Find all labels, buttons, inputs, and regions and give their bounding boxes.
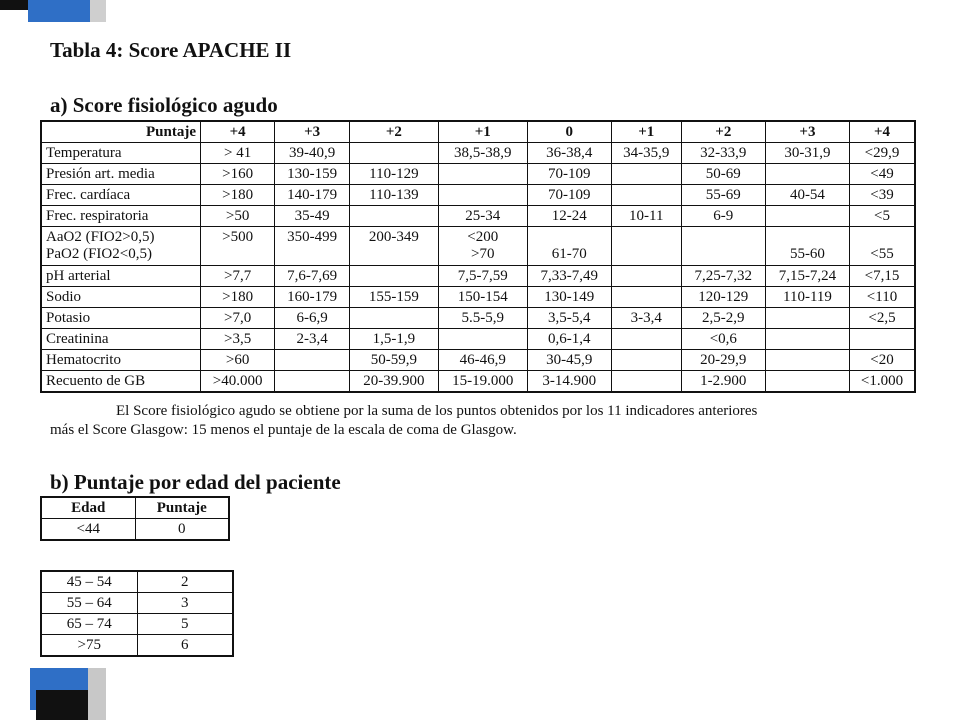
range-cell [611, 329, 681, 350]
indicator-label: Frec. cardíaca [41, 185, 201, 206]
age-row [41, 635, 233, 657]
indicator-label: Recuento de GB [41, 371, 201, 393]
range-cell: 20-29,9 [681, 350, 765, 371]
age-score-cell: 6 [137, 635, 233, 657]
apache-physiology-table [40, 120, 916, 393]
score-note [50, 402, 910, 440]
range-cell [765, 164, 849, 185]
range-cell-line: 61-70 [551, 246, 587, 262]
range-cell: <1.000 [850, 371, 915, 393]
range-cell: <0,6 [681, 329, 765, 350]
indicator-label: Creatinina [41, 329, 201, 350]
range-cell-line: 350-499 [287, 229, 338, 245]
range-cell-line [686, 246, 761, 263]
range-cell: 1,5-1,9 [349, 329, 438, 350]
range-cell: > 41 [201, 143, 275, 164]
header-cell: 0 [527, 121, 611, 143]
range-cell: <5 [850, 206, 915, 227]
range-cell: 32-33,9 [681, 143, 765, 164]
range-cell [681, 227, 765, 266]
range-cell [765, 308, 849, 329]
range-cell [275, 371, 350, 393]
age-score-cell: 2 [137, 571, 233, 593]
range-cell-line [532, 229, 607, 246]
range-cell: <7,15 [850, 266, 915, 287]
range-cell [438, 164, 527, 185]
range-cell [611, 266, 681, 287]
age-row [41, 593, 233, 614]
range-cell [349, 266, 438, 287]
header-cell: +3 [275, 121, 350, 143]
header-cell: Puntaje [41, 121, 201, 143]
range-cell: 110-139 [349, 185, 438, 206]
range-cell: 5.5-5,9 [438, 308, 527, 329]
range-cell-line [616, 229, 677, 246]
age-row [41, 614, 233, 635]
indicator-label [41, 227, 201, 266]
header-cell: +3 [765, 121, 849, 143]
range-cell [765, 227, 849, 266]
note-line-1: El Score fisiológico agudo se obtiene por la suma de los puntos obtenidos por los 11 indicadores anteriores [116, 403, 758, 419]
range-cell [765, 350, 849, 371]
indicator-label: Temperatura [41, 143, 201, 164]
range-cell [611, 350, 681, 371]
age-score-table-top [40, 496, 230, 541]
range-cell [765, 371, 849, 393]
indicator-label: pH arterial [41, 266, 201, 287]
range-cell: 140-179 [275, 185, 350, 206]
range-cell: 110-129 [349, 164, 438, 185]
slide-corner-accent-top [28, 0, 106, 22]
range-cell [349, 143, 438, 164]
header-cell: +1 [438, 121, 527, 143]
range-cell: >160 [201, 164, 275, 185]
apache-row [41, 371, 915, 393]
range-cell: 7,5-7,59 [438, 266, 527, 287]
range-cell: <39 [850, 185, 915, 206]
age-range-cell: 45 – 54 [41, 571, 137, 593]
range-cell: 10-11 [611, 206, 681, 227]
range-cell: 12-24 [527, 206, 611, 227]
range-cell: 7,15-7,24 [765, 266, 849, 287]
range-cell: 0,6-1,4 [527, 329, 611, 350]
range-cell [611, 227, 681, 266]
range-cell [850, 329, 915, 350]
apache-row [41, 287, 915, 308]
range-cell: 40-54 [765, 185, 849, 206]
range-cell: 150-154 [438, 287, 527, 308]
range-cell-line [279, 246, 345, 263]
range-cell [349, 206, 438, 227]
range-cell: 50-69 [681, 164, 765, 185]
range-cell: >3,5 [201, 329, 275, 350]
range-cell: 6-9 [681, 206, 765, 227]
range-cell-line: 200-349 [368, 229, 419, 245]
page-title: Tabla 4: Score APACHE II [50, 38, 292, 62]
age-range-cell: <44 [41, 519, 135, 541]
indicator-label: Frec. respiratoria [41, 206, 201, 227]
range-cell [201, 227, 275, 266]
range-cell: 3,5-5,4 [527, 308, 611, 329]
range-cell [765, 206, 849, 227]
range-cell: 46-46,9 [438, 350, 527, 371]
range-cell: <110 [850, 287, 915, 308]
apache-row [41, 164, 915, 185]
range-cell [611, 185, 681, 206]
range-cell: 70-109 [527, 164, 611, 185]
header-cell: +2 [681, 121, 765, 143]
header-cell: +4 [850, 121, 915, 143]
range-cell: 110-119 [765, 287, 849, 308]
range-cell: >50 [201, 206, 275, 227]
indicator-label: Presión art. media [41, 164, 201, 185]
apache-row [41, 350, 915, 371]
score-header-cell: Puntaje [135, 497, 229, 519]
age-row [41, 519, 229, 541]
range-cell [349, 308, 438, 329]
age-range-cell: >75 [41, 635, 137, 657]
range-cell: <20 [850, 350, 915, 371]
range-cell: 55-69 [681, 185, 765, 206]
slide-corner-decoration-bottom [36, 690, 88, 720]
range-cell [275, 227, 350, 266]
range-cell [611, 287, 681, 308]
age-range-cell: 65 – 74 [41, 614, 137, 635]
header-cell: +4 [201, 121, 275, 143]
range-cell: <29,9 [850, 143, 915, 164]
age-range-cell: 55 – 64 [41, 593, 137, 614]
range-cell: 35-49 [275, 206, 350, 227]
range-cell: >180 [201, 185, 275, 206]
range-cell: >7,7 [201, 266, 275, 287]
range-cell: >7,0 [201, 308, 275, 329]
range-cell [611, 164, 681, 185]
apache-row [41, 185, 915, 206]
apache-row [41, 227, 915, 266]
range-cell: 1-2.900 [681, 371, 765, 393]
range-cell [438, 185, 527, 206]
range-cell: 20-39.900 [349, 371, 438, 393]
age-header-cell: Edad [41, 497, 135, 519]
indicator-label-line: PaO2 (FIO2<0,5) [46, 246, 152, 262]
slide-corner-stripe-bottom [88, 668, 106, 720]
apache-row [41, 329, 915, 350]
range-cell [349, 227, 438, 266]
age-header-row [41, 497, 229, 519]
indicator-label: Hematocrito [41, 350, 201, 371]
range-cell: <49 [850, 164, 915, 185]
range-cell: 39-40,9 [275, 143, 350, 164]
range-cell: 15-19.000 [438, 371, 527, 393]
range-cell: 36-38,4 [527, 143, 611, 164]
header-cell: +1 [611, 121, 681, 143]
apache-row [41, 308, 915, 329]
apache-row [41, 206, 915, 227]
range-cell: 34-35,9 [611, 143, 681, 164]
range-cell: 7,33-7,49 [527, 266, 611, 287]
range-cell-line: >70 [471, 246, 495, 262]
age-score-cell: 5 [137, 614, 233, 635]
range-cell [765, 329, 849, 350]
range-cell: 3-3,4 [611, 308, 681, 329]
indicator-label: Potasio [41, 308, 201, 329]
range-cell: 30-31,9 [765, 143, 849, 164]
indicator-label: Sodio [41, 287, 201, 308]
range-cell [275, 350, 350, 371]
indicator-label-line: AaO2 (FIO2>0,5) [46, 229, 155, 245]
range-cell: 2-3,4 [275, 329, 350, 350]
range-cell-line [854, 229, 910, 246]
range-cell: 2,5-2,9 [681, 308, 765, 329]
range-cell: 6-6,9 [275, 308, 350, 329]
apache-header-row [41, 121, 915, 143]
range-cell: <2,5 [850, 308, 915, 329]
range-cell: 50-59,9 [349, 350, 438, 371]
age-row [41, 571, 233, 593]
range-cell: 30-45,9 [527, 350, 611, 371]
range-cell: 7,25-7,32 [681, 266, 765, 287]
range-cell-line: <200 [467, 229, 499, 245]
range-cell-line [616, 246, 677, 263]
header-cell: +2 [349, 121, 438, 143]
note-line-2: más el Score Glasgow: 15 menos el puntaje de la escala de coma de Glasgow. [50, 422, 517, 438]
range-cell: 130-149 [527, 287, 611, 308]
range-cell: 70-109 [527, 185, 611, 206]
range-cell-line: 55-60 [789, 246, 825, 262]
age-score-cell: 0 [135, 519, 229, 541]
range-cell: 3-14.900 [527, 371, 611, 393]
apache-row [41, 143, 915, 164]
range-cell: >60 [201, 350, 275, 371]
range-cell: 155-159 [349, 287, 438, 308]
range-cell [438, 329, 527, 350]
range-cell-line [770, 229, 845, 246]
range-cell [850, 227, 915, 266]
range-cell: 160-179 [275, 287, 350, 308]
range-cell: 25-34 [438, 206, 527, 227]
range-cell: 38,5-38,9 [438, 143, 527, 164]
range-cell-line: <55 [870, 246, 894, 262]
range-cell-line [205, 246, 270, 263]
range-cell-line: >500 [222, 229, 254, 245]
range-cell-line [354, 246, 434, 263]
range-cell: >180 [201, 287, 275, 308]
age-score-cell: 3 [137, 593, 233, 614]
section-a-heading: a) Score fisiológico agudo [50, 93, 278, 117]
section-b-heading: b) Puntaje por edad del paciente [50, 470, 341, 494]
age-score-table-bottom [40, 570, 234, 657]
range-cell: >40.000 [201, 371, 275, 393]
slide-corner-decoration-top [0, 0, 28, 10]
range-cell: 7,6-7,69 [275, 266, 350, 287]
range-cell: 130-159 [275, 164, 350, 185]
apache-row [41, 266, 915, 287]
range-cell-line [686, 229, 761, 246]
range-cell [527, 227, 611, 266]
range-cell: 120-129 [681, 287, 765, 308]
range-cell [438, 227, 527, 266]
range-cell [611, 371, 681, 393]
